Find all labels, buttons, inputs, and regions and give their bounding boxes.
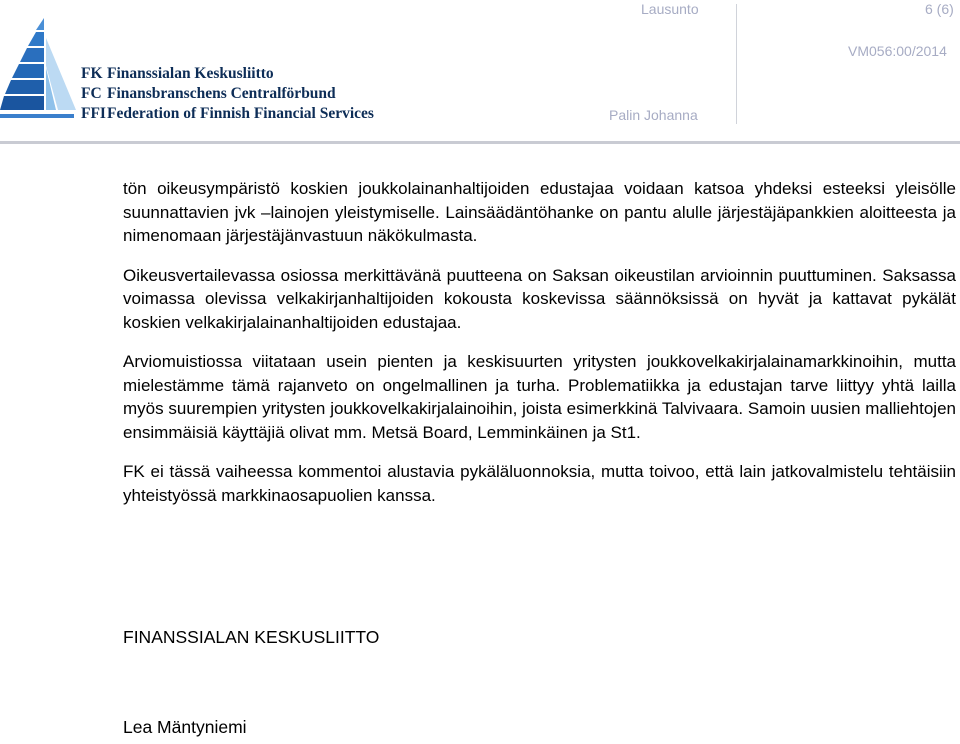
document-type: Lausunto (641, 1, 699, 17)
letterhead (0, 0, 960, 150)
signature-name: Lea Mäntyniemi (123, 717, 247, 737)
logo-line-ffi: FFIFederation of Finnish Financial Services (81, 105, 374, 122)
paragraph: Arviomuistiossa viitataan usein pienten ja keskisuurten yritysten joukkovelkakirjalainamarkkinoihin, mutta mielestämme tämä rajanveto on ongelmallinen ja turha. Problematiikka ja edustajan tarve liittyy yhtä lailla myös suurempien yritysten joukkovelkakirjalainoihin, joista esimerkkinä Talvivaara. Samoin uusien malliehtojen ensimmäisiä käyttäjiä olivat mm. Metsä Board, Lemminkäinen ja St1. (123, 352, 956, 442)
document-author: Palin Johanna (609, 107, 698, 123)
page-number: 6 (6) (925, 1, 954, 17)
paragraph: Oikeusvertailevassa osiossa merkittävänä puutteena on Saksan oikeustilan arvioinnin puuttuminen. Saksassa voimassa olevissa velkakirjanhaltijoiden kokousta koskevissa säännöksissä on hyvät ja kattavat pykälät koskien velkakirjalainanhaltijoiden edustajaa. (123, 265, 956, 332)
logo-wordmark (81, 64, 374, 124)
signature-organization: FINANSSIALAN KESKUSLIITTO (123, 627, 380, 647)
ffi-logo-icon (0, 18, 76, 131)
logo-line-fk: FK Finanssialan Keskusliitto (81, 65, 274, 82)
paragraph: FK ei tässä vaiheessa kommentoi alustavia pykäläluonnoksia, mutta toivoo, että lain jatkovalmistelu tehtäisiin yhteistyössä markkinaosapuolien kanssa. (123, 462, 956, 505)
header-divider (736, 4, 737, 124)
document-body (123, 177, 956, 523)
logo-line-fc: FC Finansbranschens Centralförbund (81, 85, 336, 102)
document-id: VM056:00/2014 (848, 43, 947, 59)
paragraph: tön oikeusympäristö koskien joukkolainanhaltijoiden edustajaa voidaan katsoa yhdeksi esteeksi yleisölle suunnattavien jvk –lainojen yleistymiselle. Lainsäädäntöhanke on pantu alulle järjestäjäpankkien aloitteesta ja nimenomaan järjestäjänvastuun näkökulmasta. (123, 179, 956, 245)
header-rule (0, 141, 960, 144)
